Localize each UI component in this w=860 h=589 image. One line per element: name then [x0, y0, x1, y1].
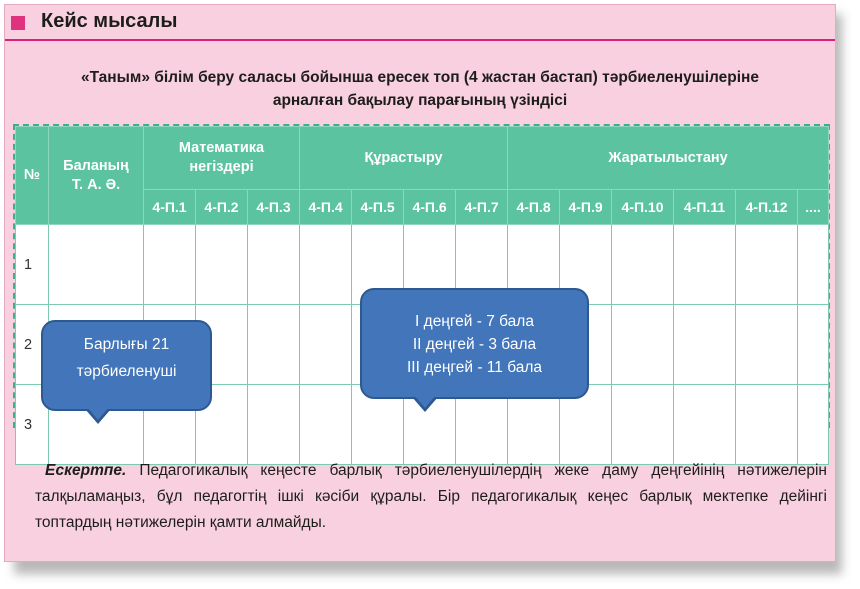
subheader-cell: ....: [798, 190, 829, 225]
subheader-cell: 4-П.6: [404, 190, 456, 225]
row-number: 1: [16, 225, 49, 305]
total-children-callout: [41, 320, 212, 411]
observation-table-frame: [13, 124, 830, 433]
header-child-name-line-1: Баланың: [63, 157, 129, 174]
table-caption-line-1: «Таным» білім беру саласы бойынша ересек топ (4 жастан бастап) тәрбиеленушілеріне: [80, 69, 760, 86]
card-title: Кейс мысалы: [41, 10, 178, 32]
subheader-cell: 4-П.9: [560, 190, 612, 225]
subheader-cell: 4-П.8: [508, 190, 560, 225]
header-number: №: [16, 127, 49, 225]
header-group-nature: Жаратылыстану: [508, 127, 829, 190]
note-paragraph: [35, 458, 827, 536]
row-number: 3: [16, 385, 49, 465]
subheader-cell: 4-П.2: [196, 190, 248, 225]
table-caption-line-2: арналған бақылау парағының үзіндісі: [272, 92, 568, 109]
note-label: Ескертпе.: [45, 462, 127, 479]
card-header: [5, 5, 835, 41]
level-2-count: ІІ деңгей - 3 бала: [412, 336, 537, 353]
total-children-line-1: Барлығы 21: [83, 336, 170, 353]
subheader-cell: 4-П.4: [300, 190, 352, 225]
table-caption: [45, 66, 795, 112]
header-group-math: [144, 127, 300, 190]
subheader-cell: 4-П.1: [144, 190, 196, 225]
subheader-cell: 4-П.11: [674, 190, 736, 225]
subheader-cell: 4-П.3: [248, 190, 300, 225]
header-group-construct: Құрастыру: [300, 127, 508, 190]
note-text: Педагогикалық кеңесте барлық тәрбиеленушілердің жеке даму деңгейінің нәтижелерін талқыламаңыз, бұл педагогтің ішкі кәсіби құралы. Бір педагогикалық кеңес барлық мектепке дейінгі топтардың нәтижелерін қамти алмайды.: [35, 462, 827, 531]
row-number: 2: [16, 305, 49, 385]
level-1-count: І деңгей - 7 бала: [415, 313, 534, 330]
subheader-cell: 4-П.5: [352, 190, 404, 225]
callout-pointer: [412, 397, 438, 412]
header-group-math-line-2: негіздері: [189, 159, 254, 175]
subheader-cell: 4-П.10: [612, 190, 674, 225]
level-3-count: ІІІ деңгей - 11 бала: [406, 359, 543, 376]
levels-callout: [360, 288, 589, 399]
header-group-math-line-1: Математика: [178, 140, 265, 156]
callout-pointer: [85, 409, 111, 424]
square-bullet-icon: [11, 16, 25, 30]
header-child-name-line-2: Т. А. Ә.: [71, 176, 121, 193]
header-child-name: [49, 127, 144, 225]
subheader-cell: 4-П.12: [736, 190, 798, 225]
total-children-line-2: тәрбиеленуші: [76, 363, 177, 380]
case-example-card: [4, 4, 836, 562]
subheader-cell: 4-П.7: [456, 190, 508, 225]
